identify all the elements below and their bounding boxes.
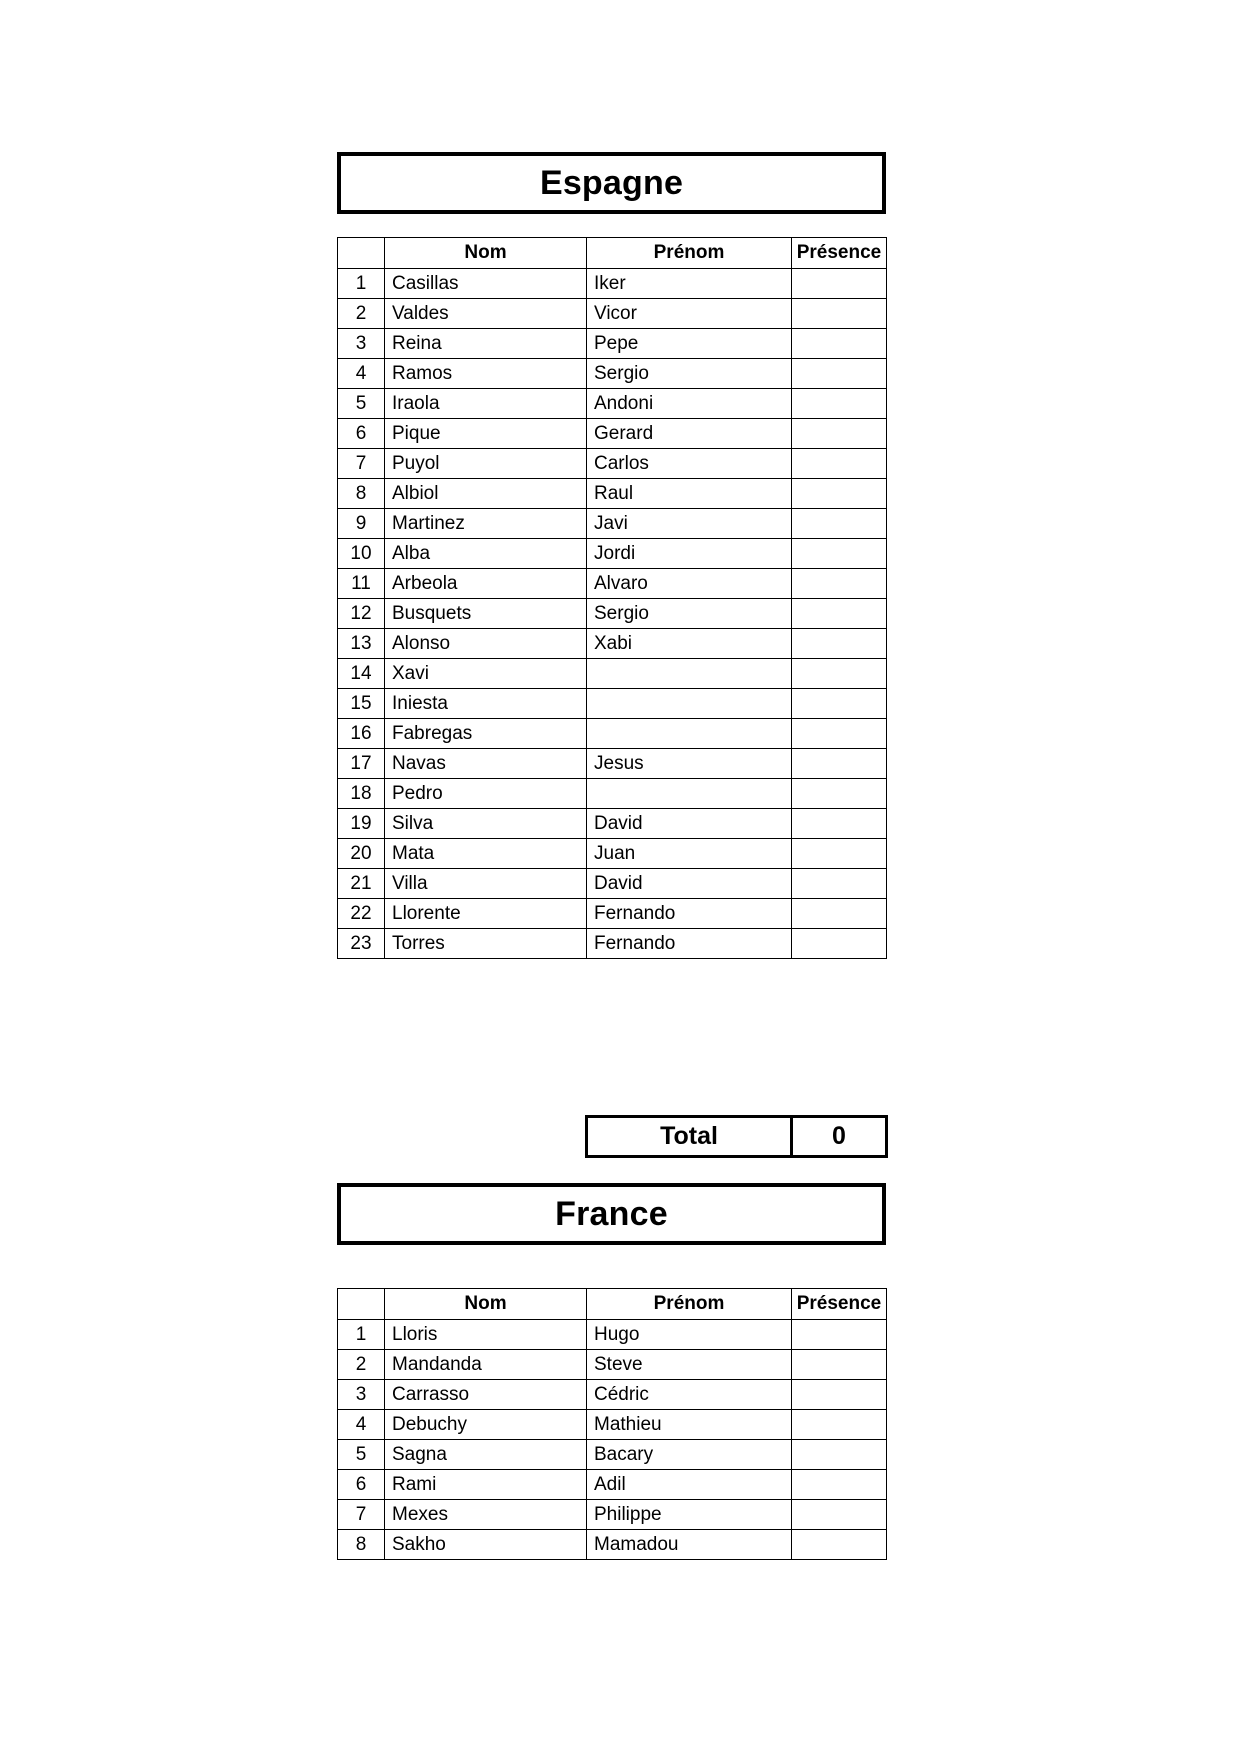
table-row	[338, 359, 887, 389]
cell-nom: Rami	[385, 1470, 587, 1500]
roster-table-espagne	[337, 237, 886, 959]
table-header	[338, 1289, 887, 1320]
cell-prenom	[587, 659, 792, 689]
cell-nom: Pedro	[385, 779, 587, 809]
cell-prenom: Fernando	[587, 899, 792, 929]
cell-prenom: Mathieu	[587, 1410, 792, 1440]
cell-number: 8	[338, 1530, 385, 1560]
total-label: Total	[587, 1117, 792, 1157]
table-row	[338, 929, 887, 959]
cell-nom: Alba	[385, 539, 587, 569]
cell-number: 13	[338, 629, 385, 659]
cell-prenom	[587, 779, 792, 809]
cell-presence[interactable]	[792, 329, 887, 359]
total-value: 0	[792, 1117, 887, 1157]
cell-prenom: Sergio	[587, 359, 792, 389]
cell-presence[interactable]	[792, 1440, 887, 1470]
cell-presence[interactable]	[792, 1380, 887, 1410]
cell-presence[interactable]	[792, 1500, 887, 1530]
cell-presence[interactable]	[792, 1410, 887, 1440]
cell-nom: Mandanda	[385, 1350, 587, 1380]
table-row	[338, 629, 887, 659]
cell-number: 1	[338, 1320, 385, 1350]
cell-prenom: Raul	[587, 479, 792, 509]
country-banner-espagne	[337, 152, 886, 214]
cell-nom: Martinez	[385, 509, 587, 539]
cell-nom: Busquets	[385, 599, 587, 629]
cell-number: 5	[338, 1440, 385, 1470]
table-row	[338, 1440, 887, 1470]
cell-number: 15	[338, 689, 385, 719]
cell-presence[interactable]	[792, 359, 887, 389]
cell-nom: Reina	[385, 329, 587, 359]
cell-presence[interactable]	[792, 929, 887, 959]
cell-presence[interactable]	[792, 629, 887, 659]
cell-prenom: Adil	[587, 1470, 792, 1500]
cell-number: 1	[338, 269, 385, 299]
table-row	[338, 569, 887, 599]
cell-nom: Debuchy	[385, 1410, 587, 1440]
cell-number: 20	[338, 839, 385, 869]
roster-table	[337, 1288, 887, 1560]
cell-presence[interactable]	[792, 749, 887, 779]
cell-number: 17	[338, 749, 385, 779]
cell-prenom: Javi	[587, 509, 792, 539]
table-row	[338, 419, 887, 449]
header-row	[338, 238, 887, 269]
cell-presence[interactable]	[792, 269, 887, 299]
cell-nom: Alonso	[385, 629, 587, 659]
table-row	[338, 299, 887, 329]
cell-presence[interactable]	[792, 869, 887, 899]
cell-presence[interactable]	[792, 779, 887, 809]
header-nom: Nom	[385, 238, 587, 269]
cell-number: 5	[338, 389, 385, 419]
cell-prenom: Philippe	[587, 1500, 792, 1530]
cell-presence[interactable]	[792, 569, 887, 599]
cell-prenom: Jordi	[587, 539, 792, 569]
header-index	[338, 238, 385, 269]
cell-presence[interactable]	[792, 839, 887, 869]
table-header	[338, 238, 887, 269]
table-row	[338, 269, 887, 299]
cell-prenom: Mamadou	[587, 1530, 792, 1560]
cell-nom: Ramos	[385, 359, 587, 389]
cell-number: 10	[338, 539, 385, 569]
cell-nom: Lloris	[385, 1320, 587, 1350]
cell-presence[interactable]	[792, 809, 887, 839]
table-row	[338, 479, 887, 509]
table-row	[338, 869, 887, 899]
cell-number: 16	[338, 719, 385, 749]
cell-nom: Arbeola	[385, 569, 587, 599]
country-title: France	[555, 1195, 668, 1233]
table-row	[338, 899, 887, 929]
cell-number: 7	[338, 1500, 385, 1530]
table-row	[338, 329, 887, 359]
cell-prenom: Iker	[587, 269, 792, 299]
cell-nom: Mata	[385, 839, 587, 869]
table-body	[338, 269, 887, 959]
header-prenom: Prénom	[587, 238, 792, 269]
cell-nom: Mexes	[385, 1500, 587, 1530]
cell-number: 14	[338, 659, 385, 689]
table-row	[338, 1500, 887, 1530]
cell-presence[interactable]	[792, 509, 887, 539]
cell-prenom: Xabi	[587, 629, 792, 659]
cell-presence[interactable]	[792, 899, 887, 929]
table-row	[338, 809, 887, 839]
table-body	[338, 1320, 887, 1560]
cell-nom: Llorente	[385, 899, 587, 929]
country-banner-box	[337, 1183, 886, 1245]
cell-prenom: Bacary	[587, 1440, 792, 1470]
cell-nom: Iraola	[385, 389, 587, 419]
cell-number: 4	[338, 1410, 385, 1440]
cell-presence[interactable]	[792, 1470, 887, 1500]
cell-nom: Torres	[385, 929, 587, 959]
cell-presence[interactable]	[792, 389, 887, 419]
cell-prenom: Hugo	[587, 1320, 792, 1350]
cell-presence[interactable]	[792, 1350, 887, 1380]
cell-prenom	[587, 689, 792, 719]
cell-nom: Pique	[385, 419, 587, 449]
country-banner-box	[337, 152, 886, 214]
table-row	[338, 389, 887, 419]
table-row	[338, 539, 887, 569]
cell-prenom: Fernando	[587, 929, 792, 959]
roster-table	[337, 237, 887, 959]
table-row	[338, 1320, 887, 1350]
cell-number: 18	[338, 779, 385, 809]
header-nom: Nom	[385, 1289, 587, 1320]
table-row	[338, 719, 887, 749]
cell-number: 21	[338, 869, 385, 899]
cell-nom: Albiol	[385, 479, 587, 509]
table-row	[338, 1470, 887, 1500]
cell-presence[interactable]	[792, 539, 887, 569]
cell-nom: Villa	[385, 869, 587, 899]
cell-prenom: Vicor	[587, 299, 792, 329]
header-row	[338, 1289, 887, 1320]
total-strip-table	[585, 1115, 888, 1158]
cell-number: 2	[338, 1350, 385, 1380]
cell-prenom: Cédric	[587, 1380, 792, 1410]
cell-number: 12	[338, 599, 385, 629]
cell-number: 7	[338, 449, 385, 479]
header-presence: Présence	[792, 1289, 887, 1320]
table-row	[338, 449, 887, 479]
header-prenom: Prénom	[587, 1289, 792, 1320]
cell-presence[interactable]	[792, 659, 887, 689]
table-row	[338, 1350, 887, 1380]
cell-prenom: Jesus	[587, 749, 792, 779]
roster-table-france	[337, 1288, 886, 1560]
table-row	[338, 1380, 887, 1410]
header-presence: Présence	[792, 238, 887, 269]
table-row	[338, 659, 887, 689]
cell-number: 3	[338, 1380, 385, 1410]
cell-nom: Sakho	[385, 1530, 587, 1560]
cell-nom: Puyol	[385, 449, 587, 479]
table-row	[338, 509, 887, 539]
country-title: Espagne	[539, 164, 684, 202]
cell-presence[interactable]	[792, 599, 887, 629]
cell-presence[interactable]	[792, 689, 887, 719]
cell-prenom: Carlos	[587, 449, 792, 479]
table-row	[338, 749, 887, 779]
total-row-espagne	[585, 1115, 888, 1158]
cell-presence[interactable]	[792, 449, 887, 479]
cell-nom: Sagna	[385, 1440, 587, 1470]
cell-prenom: Gerard	[587, 419, 792, 449]
cell-nom: Casillas	[385, 269, 587, 299]
cell-prenom: Pepe	[587, 329, 792, 359]
cell-prenom: Andoni	[587, 389, 792, 419]
total-row	[587, 1117, 887, 1157]
cell-nom: Fabregas	[385, 719, 587, 749]
cell-number: 19	[338, 809, 385, 839]
cell-number: 8	[338, 479, 385, 509]
cell-prenom: David	[587, 869, 792, 899]
cell-number: 4	[338, 359, 385, 389]
cell-presence[interactable]	[792, 1320, 887, 1350]
cell-nom: Valdes	[385, 299, 587, 329]
cell-nom: Navas	[385, 749, 587, 779]
cell-number: 22	[338, 899, 385, 929]
cell-presence[interactable]	[792, 1530, 887, 1560]
cell-presence[interactable]	[792, 479, 887, 509]
table-row	[338, 839, 887, 869]
cell-number: 2	[338, 299, 385, 329]
cell-number: 6	[338, 419, 385, 449]
cell-number: 9	[338, 509, 385, 539]
cell-presence[interactable]	[792, 299, 887, 329]
cell-nom: Iniesta	[385, 689, 587, 719]
cell-prenom	[587, 719, 792, 749]
cell-number: 23	[338, 929, 385, 959]
country-banner-france	[337, 1183, 886, 1245]
cell-number: 6	[338, 1470, 385, 1500]
cell-prenom: David	[587, 809, 792, 839]
cell-prenom: Steve	[587, 1350, 792, 1380]
table-row	[338, 689, 887, 719]
table-row	[338, 1410, 887, 1440]
cell-nom: Xavi	[385, 659, 587, 689]
cell-number: 3	[338, 329, 385, 359]
cell-nom: Silva	[385, 809, 587, 839]
table-row	[338, 1530, 887, 1560]
header-index	[338, 1289, 385, 1320]
cell-prenom: Alvaro	[587, 569, 792, 599]
cell-presence[interactable]	[792, 719, 887, 749]
cell-prenom: Sergio	[587, 599, 792, 629]
cell-prenom: Juan	[587, 839, 792, 869]
cell-number: 11	[338, 569, 385, 599]
cell-presence[interactable]	[792, 419, 887, 449]
table-row	[338, 599, 887, 629]
cell-nom: Carrasso	[385, 1380, 587, 1410]
table-row	[338, 779, 887, 809]
